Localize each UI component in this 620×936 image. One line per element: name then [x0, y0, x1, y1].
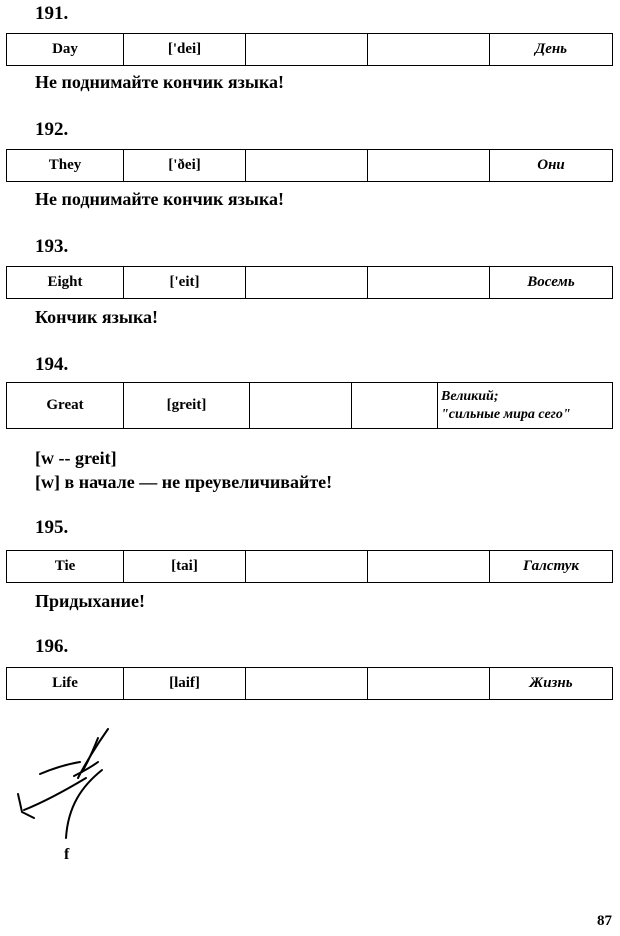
pronunciation-note: Не поднимайте кончик языка!	[35, 189, 285, 209]
figure-label: f	[64, 846, 70, 863]
translation-cell: День	[490, 34, 613, 66]
exercise-number: 193.	[35, 236, 69, 257]
empty-cell	[246, 267, 368, 299]
empty-cell	[368, 150, 490, 182]
empty-cell	[246, 150, 368, 182]
page-number: 87	[597, 913, 612, 929]
word-table	[6, 33, 613, 66]
pronunciation-note: Не поднимайте кончик языка!	[35, 72, 285, 92]
exercise-number: 195.	[35, 517, 69, 538]
transcription-cell: [greit]	[124, 383, 250, 429]
translation-cell: Жизнь	[490, 668, 613, 700]
transcription-note: [w -- greit]	[35, 448, 117, 468]
transcription-cell: [laif]	[124, 668, 246, 700]
empty-cell	[246, 34, 368, 66]
empty-cell	[368, 668, 490, 700]
empty-cell	[246, 551, 368, 583]
transcription-cell: ['eit]	[124, 267, 246, 299]
word-cell: Tie	[7, 551, 124, 583]
transcription-cell: ['ðei]	[124, 150, 246, 182]
pronunciation-note: Кончик языка!	[35, 307, 159, 327]
translation-line: Великий;	[441, 389, 499, 404]
translation-cell: Восемь	[490, 267, 613, 299]
translation-cell: Они	[490, 150, 613, 182]
pronunciation-note: [w] в начале — не преувеличивайте!	[35, 472, 333, 492]
exercise-number: 191.	[35, 3, 69, 24]
upper-teeth-stroke	[40, 762, 80, 774]
word-table	[6, 550, 613, 583]
airflow-arrow-icon	[24, 778, 86, 810]
empty-cell	[246, 668, 368, 700]
translation-line: "сильные мира сего"	[441, 406, 571, 422]
exercise-number: 194.	[35, 354, 69, 375]
pronunciation-note: Придыхание!	[35, 591, 146, 611]
word-table	[6, 266, 613, 299]
translation-cell	[438, 383, 613, 429]
empty-cell	[250, 383, 352, 429]
word-cell: Great	[7, 383, 124, 429]
word-table	[6, 149, 613, 182]
empty-cell	[368, 551, 490, 583]
word-cell: Eight	[7, 267, 124, 299]
exercise-number: 192.	[35, 119, 69, 140]
transcription-cell: [tai]	[124, 551, 246, 583]
transcription-cell: ['dei]	[124, 34, 246, 66]
word-table	[6, 382, 613, 429]
translation-cell: Галстук	[490, 551, 613, 583]
articulation-diagram	[10, 726, 130, 846]
empty-cell	[368, 267, 490, 299]
word-cell: Life	[7, 668, 124, 700]
empty-cell	[352, 383, 438, 429]
word-table	[6, 667, 613, 700]
exercise-number: 196.	[35, 636, 69, 657]
empty-cell	[368, 34, 490, 66]
word-cell: Day	[7, 34, 124, 66]
word-cell: They	[7, 150, 124, 182]
